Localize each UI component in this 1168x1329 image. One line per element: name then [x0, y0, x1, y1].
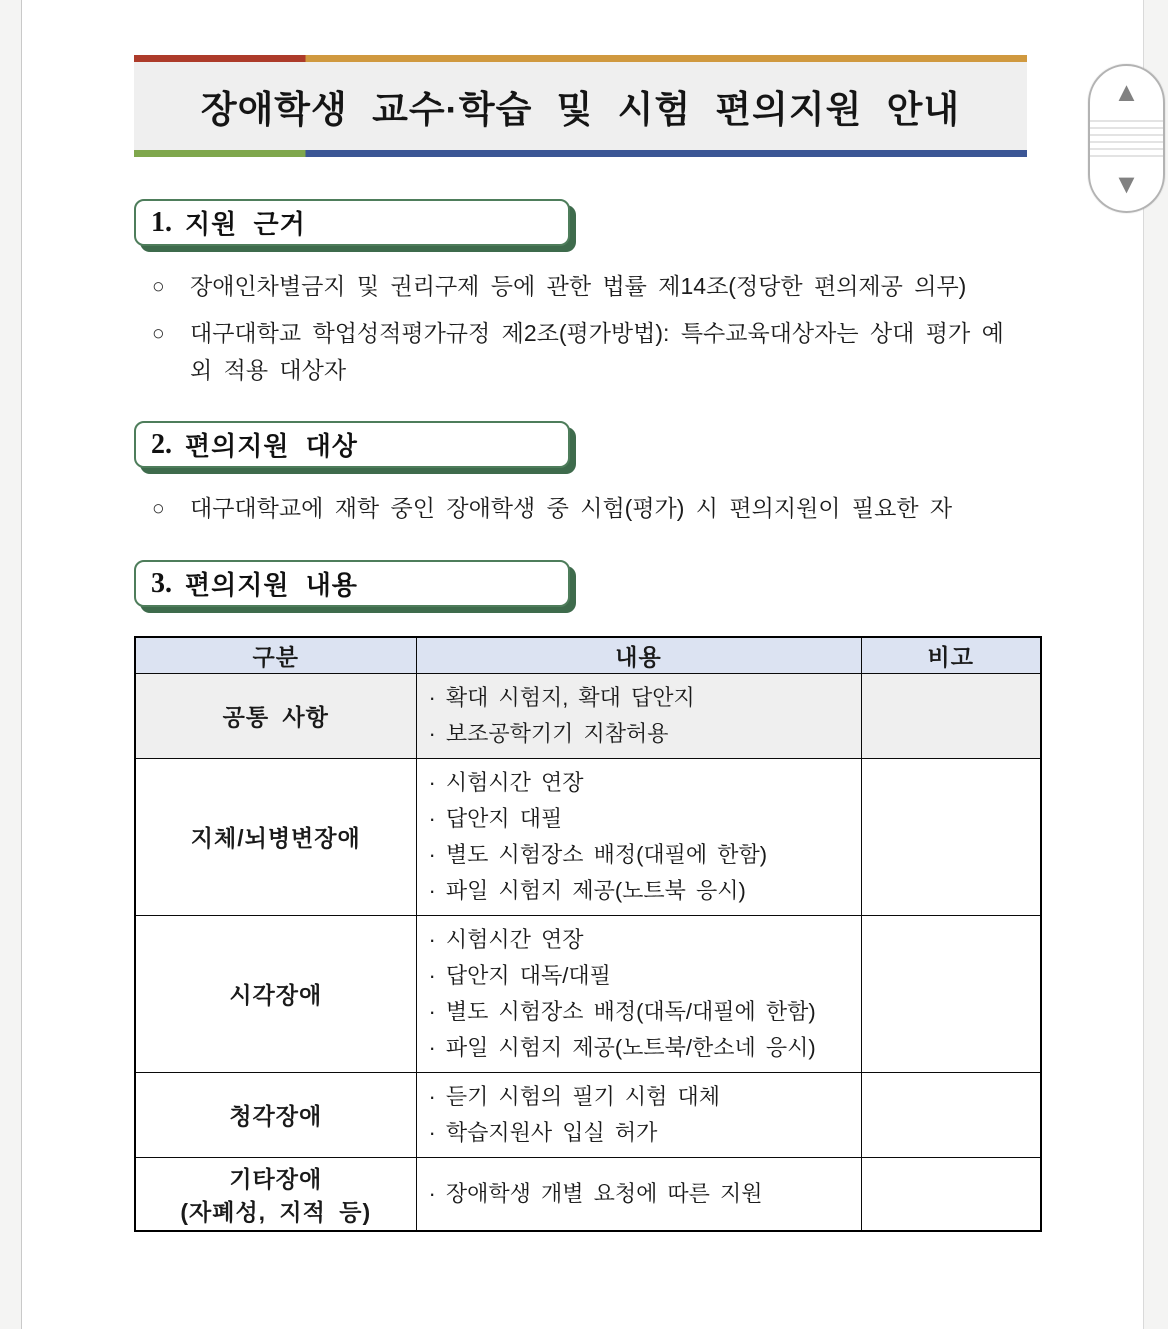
- scroll-widget[interactable]: [1088, 64, 1165, 213]
- item-text: 학습지원사 입실 허가: [445, 1119, 658, 1145]
- grip-line: [1090, 148, 1163, 150]
- grip-line: [1090, 155, 1163, 157]
- arrow-down-icon: ▼: [1113, 169, 1140, 199]
- item-line: [429, 1115, 851, 1151]
- dot-bullet-icon: ·: [428, 805, 436, 831]
- section-title: 편의지원 내용: [185, 570, 358, 600]
- note-cell: [861, 1072, 1041, 1157]
- note-cell: [861, 758, 1041, 915]
- section-number: 3.: [151, 567, 172, 599]
- content-cell: [416, 1072, 861, 1157]
- column-header-content: 내용: [416, 637, 861, 673]
- dot-bullet-icon: ·: [428, 684, 436, 710]
- item-line: [429, 801, 851, 837]
- title-banner: [134, 55, 1027, 157]
- section-number: 2.: [151, 428, 172, 460]
- dot-bullet-icon: ·: [428, 1180, 436, 1206]
- item-text: 파일 시험지 제공(노트북 응시): [445, 877, 746, 903]
- circle-bullet-icon: ○: [152, 322, 165, 345]
- banner-bottom-accent-bar: [134, 150, 1027, 157]
- item-line: [429, 1079, 851, 1115]
- item-text: 확대 시험지, 확대 답안지: [445, 684, 695, 710]
- item-line: [429, 716, 851, 752]
- category-cell: 청각장애: [135, 1072, 416, 1157]
- content-cell: [416, 758, 861, 915]
- dot-bullet-icon: ·: [428, 1119, 436, 1145]
- table-row: [135, 673, 1041, 758]
- bullet-item: [134, 315, 1020, 389]
- document-page: [23, 0, 1142, 1329]
- item-line: [429, 873, 851, 909]
- category-subtext: (자폐성, 지적 등): [180, 1198, 372, 1225]
- bullet-item: [134, 268, 1020, 305]
- item-text: 듣기 시험의 필기 시험 대체: [445, 1083, 721, 1109]
- circle-bullet-icon: ○: [152, 275, 165, 298]
- section-title: 편의지원 대상: [185, 431, 358, 461]
- grip-line: [1090, 134, 1163, 136]
- item-text: 시험시간 연장: [445, 926, 584, 952]
- grip-line: [1090, 141, 1163, 143]
- scroll-up-button[interactable]: [1090, 79, 1163, 106]
- item-line: [429, 922, 851, 958]
- item-text: 장애학생 개별 요청에 따른 지원: [445, 1180, 763, 1206]
- section-header-support-basis: [134, 199, 570, 246]
- page-title: 장애학생 교수·학습 및 시험 편의지원 안내: [200, 89, 961, 130]
- item-line: [429, 680, 851, 716]
- dot-bullet-icon: ·: [428, 877, 436, 903]
- column-header-category: 구분: [135, 637, 416, 673]
- category-text: 기타장애: [229, 1165, 323, 1192]
- dot-bullet-icon: ·: [428, 720, 436, 746]
- item-text: 파일 시험지 제공(노트북/한소네 응시): [445, 1034, 816, 1060]
- category-cell: 공통 사항: [135, 673, 416, 758]
- section-number: 1.: [151, 206, 172, 238]
- section-1-bullet-list: [134, 268, 1142, 389]
- arrow-up-icon: ▲: [1113, 77, 1140, 107]
- table-row: [135, 758, 1041, 915]
- bullet-text: 대구대학교에 재학 중인 장애학생 중 시험(평가) 시 편의지원이 필요한 자: [190, 495, 953, 521]
- table-header-row: [135, 637, 1041, 673]
- item-line: [429, 765, 851, 801]
- accommodation-table: [134, 636, 1042, 1232]
- note-cell: [861, 915, 1041, 1072]
- bullet-text: 대구대학교 학업성적평가규정 제2조(평가방법): 특수교육대상자는 상대 평가 예외 적용 대상자: [190, 320, 1004, 383]
- dot-bullet-icon: ·: [428, 962, 436, 988]
- item-line: [429, 837, 851, 873]
- bullet-text: 장애인차별금지 및 권리구제 등에 관한 법률 제14조(정당한 편의제공 의무): [190, 273, 967, 299]
- grip-line: [1090, 127, 1163, 129]
- item-line: [429, 994, 851, 1030]
- scroll-down-button[interactable]: [1090, 171, 1163, 198]
- table-row: [135, 1072, 1041, 1157]
- section-2-bullet-list: [134, 490, 1142, 527]
- category-cell: [135, 1157, 416, 1231]
- dot-bullet-icon: ·: [428, 841, 436, 867]
- item-text: 보조공학기기 지참허용: [445, 720, 669, 746]
- circle-bullet-icon: ○: [152, 497, 165, 520]
- table-row: [135, 915, 1041, 1072]
- section-header-support-target: [134, 421, 570, 468]
- table-row: [135, 1157, 1041, 1231]
- content-cell: [416, 915, 861, 1072]
- column-header-note: 비고: [861, 637, 1041, 673]
- note-cell: [861, 1157, 1041, 1231]
- item-line: [429, 958, 851, 994]
- content-cell: [416, 1157, 861, 1231]
- dot-bullet-icon: ·: [428, 1083, 436, 1109]
- banner-top-accent-bar: [134, 55, 1027, 62]
- banner-body: [134, 62, 1027, 150]
- item-line: [429, 1176, 851, 1212]
- section-title: 지원 근거: [185, 209, 306, 239]
- category-cell: 시각장애: [135, 915, 416, 1072]
- dot-bullet-icon: ·: [428, 998, 436, 1024]
- item-text: 시험시간 연장: [445, 769, 584, 795]
- bullet-item: [134, 490, 1020, 527]
- left-page-gutter: [0, 0, 22, 1329]
- dot-bullet-icon: ·: [428, 1034, 436, 1060]
- item-text: 별도 시험장소 배정(대필에 한함): [445, 841, 768, 867]
- dot-bullet-icon: ·: [428, 769, 436, 795]
- note-cell: [861, 673, 1041, 758]
- dot-bullet-icon: ·: [428, 926, 436, 952]
- content-cell: [416, 673, 861, 758]
- item-text: 별도 시험장소 배정(대독/대필에 한함): [445, 998, 816, 1024]
- scroll-grip-handle[interactable]: [1090, 106, 1163, 171]
- category-cell: 지체/뇌병변장애: [135, 758, 416, 915]
- item-text: 답안지 대독/대필: [445, 962, 611, 988]
- item-line: [429, 1030, 851, 1066]
- grip-line: [1090, 120, 1163, 122]
- item-text: 답안지 대필: [445, 805, 563, 831]
- section-header-support-content: [134, 560, 570, 607]
